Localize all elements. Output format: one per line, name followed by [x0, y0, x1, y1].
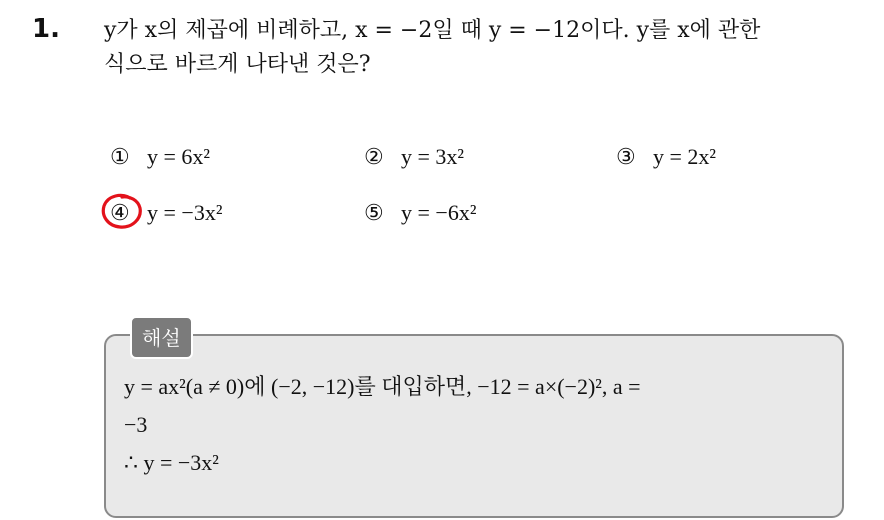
choice-5[interactable] — [364, 200, 476, 226]
solution-label: 해설 — [130, 316, 193, 359]
choice-1-number: ① — [110, 145, 130, 170]
choice-2-number: ② — [364, 145, 384, 170]
choice-3[interactable] — [616, 144, 716, 170]
choice-2-expression: y = 3x² — [401, 144, 465, 169]
solution-line-3: ∴ y = −3x² — [124, 450, 219, 475]
choice-4-number: ④ — [110, 201, 130, 226]
question-line-2: 식으로 바르게 나타낸 것은? — [104, 52, 371, 77]
question-line-1: y가 x의 제곱에 비례하고, x = −2일 때 y = −12이다. y를 x에 관한 — [104, 18, 761, 43]
answer-circle-mark — [100, 192, 144, 230]
choice-1-expression: y = 6x² — [147, 144, 211, 169]
choice-5-number: ⑤ — [364, 201, 384, 226]
choice-3-number: ③ — [616, 145, 636, 170]
question-text — [104, 14, 874, 82]
choice-1[interactable] — [110, 144, 210, 170]
solution-line-1: y = ax²(a ≠ 0)에 (−2, −12)를 대입하면, −12 = a×(−2)², a = — [124, 374, 641, 399]
choice-3-expression: y = 2x² — [653, 144, 717, 169]
question-number: 1. — [32, 14, 60, 44]
choice-2[interactable] — [364, 144, 464, 170]
choice-5-expression: y = −6x² — [401, 200, 477, 225]
choice-4-expression: y = −3x² — [147, 200, 223, 225]
solution-line-2: −3 — [124, 412, 148, 437]
solution-text — [124, 368, 824, 482]
